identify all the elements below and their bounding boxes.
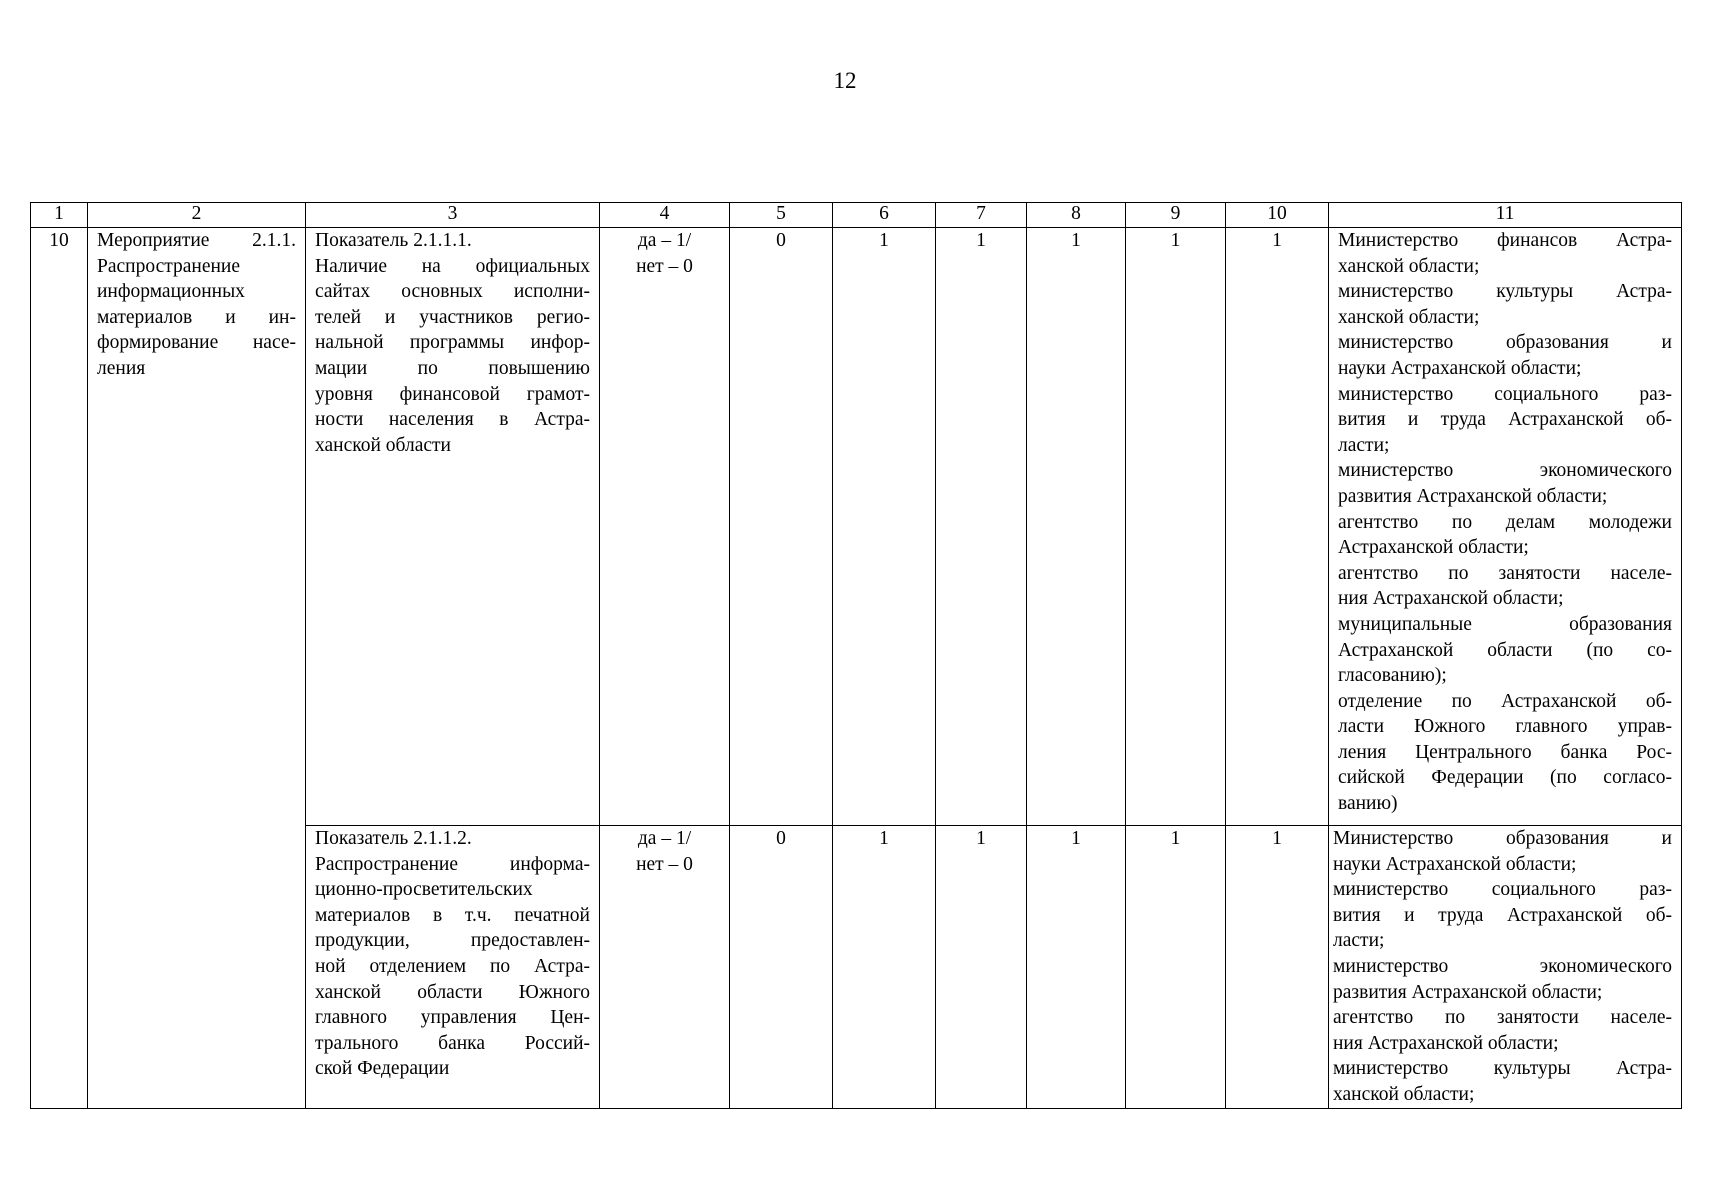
responsible-line: Астраханской области; <box>1338 537 1529 559</box>
indicator-line: ной отделением по Астра- <box>315 955 590 977</box>
indicator-line: главного управления Цен- <box>315 1007 590 1029</box>
table-row <box>31 228 1682 826</box>
column-header: 1 <box>31 203 88 228</box>
event-line: информационных <box>97 281 245 303</box>
row-number: 10 <box>49 230 69 251</box>
responsible-line: агентство по делам молодежи <box>1338 511 1672 533</box>
value-cell: 0 <box>730 826 833 1109</box>
event-cell <box>88 228 306 1109</box>
responsible-line: ханской области; <box>1338 306 1480 328</box>
event-line: Мероприятие 2.1.1. <box>97 230 296 251</box>
responsible-line: гласованию); <box>1338 665 1447 687</box>
responsible-line: министерство экономического <box>1333 955 1672 977</box>
responsible-line: муниципальные образования <box>1338 613 1672 635</box>
event-line: формирование насе- <box>97 332 296 354</box>
value-cell: 1 <box>833 826 936 1109</box>
column-header: 2 <box>88 203 306 228</box>
responsible-line: развития Астраханской области; <box>1338 485 1608 507</box>
responsible-line: агентство по занятости населе- <box>1333 1007 1672 1029</box>
responsible-line: Министерство образования и <box>1333 828 1672 849</box>
value-cell: 1 <box>833 228 936 826</box>
responsible-line: ханской области; <box>1338 255 1480 277</box>
indicator-code: Показатель 2.1.1.1. <box>315 230 472 251</box>
indicator-line: ционно-просветительских <box>315 879 533 901</box>
value-cell: 1 <box>936 228 1027 826</box>
responsible-line: министерство образования и <box>1338 332 1672 354</box>
responsible-line: министерство социального раз- <box>1333 879 1672 901</box>
responsible-line: развития Астраханской области; <box>1333 981 1603 1003</box>
measure-line: нет – 0 <box>636 255 693 277</box>
row-number-cell <box>31 228 88 1109</box>
table-header-row <box>31 203 1682 228</box>
measure-cell <box>600 228 730 826</box>
responsible-line: ласти; <box>1333 930 1385 952</box>
responsible-line: Астраханской области (по со- <box>1338 639 1672 661</box>
responsible-cell <box>1329 228 1682 826</box>
indicator-line: трального банка Россий- <box>315 1032 590 1054</box>
responsible-line: министерство культуры Астра- <box>1333 1058 1672 1080</box>
column-header: 10 <box>1226 203 1329 228</box>
responsible-line: ласти; <box>1338 434 1390 456</box>
indicator-code: Показатель 2.1.1.2. <box>315 828 472 849</box>
value-cell: 1 <box>1126 826 1226 1109</box>
value-cell: 1 <box>1027 228 1126 826</box>
responsible-line: ния Астраханской области; <box>1338 588 1564 610</box>
responsible-line: вития и труда Астраханской об- <box>1338 409 1672 431</box>
indicator-line: уровня финансовой грамот- <box>315 383 590 405</box>
column-header: 5 <box>730 203 833 228</box>
column-header: 11 <box>1329 203 1682 228</box>
indicator-line: нальной программы инфор- <box>315 332 590 354</box>
measure-line: да – 1/ <box>637 230 692 251</box>
responsible-line: ханской области; <box>1333 1083 1475 1105</box>
responsible-line: сийской Федерации (по согласо- <box>1338 767 1672 789</box>
responsible-line: отделение по Астраханской об- <box>1338 690 1672 712</box>
column-header: 9 <box>1126 203 1226 228</box>
value-cell: 1 <box>1126 228 1226 826</box>
indicator-line: Распространение информа- <box>315 853 590 875</box>
responsible-line: министерство культуры Астра- <box>1338 281 1672 303</box>
indicator-cell <box>306 228 600 826</box>
measure-line: нет – 0 <box>636 853 693 875</box>
column-header: 8 <box>1027 203 1126 228</box>
indicator-line: Наличие на официальных <box>315 255 590 277</box>
column-header: 7 <box>936 203 1027 228</box>
responsible-line: ванию) <box>1338 793 1398 815</box>
responsible-line: науки Астраханской области; <box>1338 357 1582 379</box>
indicator-line: продукции, предоставлен- <box>315 930 590 952</box>
page-number: 12 <box>833 68 857 93</box>
responsible-line: ния Астраханской области; <box>1333 1032 1559 1054</box>
indicator-line: ханской области <box>315 434 451 456</box>
measure-cell <box>600 826 730 1109</box>
responsible-line: министерство социального раз- <box>1338 383 1672 405</box>
column-header: 4 <box>600 203 730 228</box>
indicator-line: материалов в т.ч. печатной <box>315 904 590 926</box>
value-cell: 1 <box>1027 826 1126 1109</box>
event-line: материалов и ин- <box>97 306 296 328</box>
responsible-line: Министерство финансов Астра- <box>1338 230 1672 251</box>
indicator-line: мации по повышению <box>315 357 590 379</box>
indicator-cell <box>306 826 600 1109</box>
indicator-line: телей и участников регио- <box>315 306 590 328</box>
column-header: 6 <box>833 203 936 228</box>
responsible-line: ления Центрального банка Рос- <box>1338 741 1672 763</box>
indicator-line: ханской области Южного <box>315 981 590 1003</box>
event-line: ления <box>97 357 146 379</box>
value-cell: 1 <box>1226 826 1329 1109</box>
responsible-line: ласти Южного главного управ- <box>1338 716 1672 738</box>
indicator-line: сайтах основных исполни- <box>315 281 590 303</box>
measure-line: да – 1/ <box>637 828 692 849</box>
responsible-line: агентство по занятости населе- <box>1338 562 1672 584</box>
responsible-cell <box>1329 826 1682 1109</box>
responsible-line: министерство экономического <box>1338 460 1672 482</box>
responsible-line: науки Астраханской области; <box>1333 853 1577 875</box>
event-line: Распространение <box>97 255 241 277</box>
indicator-line: ности населения в Астра- <box>315 409 590 431</box>
value-cell: 1 <box>936 826 1027 1109</box>
program-table <box>30 202 1682 1109</box>
responsible-line: вития и труда Астраханской об- <box>1333 904 1672 926</box>
column-header: 3 <box>306 203 600 228</box>
indicator-line: ской Федерации <box>315 1058 450 1080</box>
value-cell: 0 <box>730 228 833 826</box>
value-cell: 1 <box>1226 228 1329 826</box>
